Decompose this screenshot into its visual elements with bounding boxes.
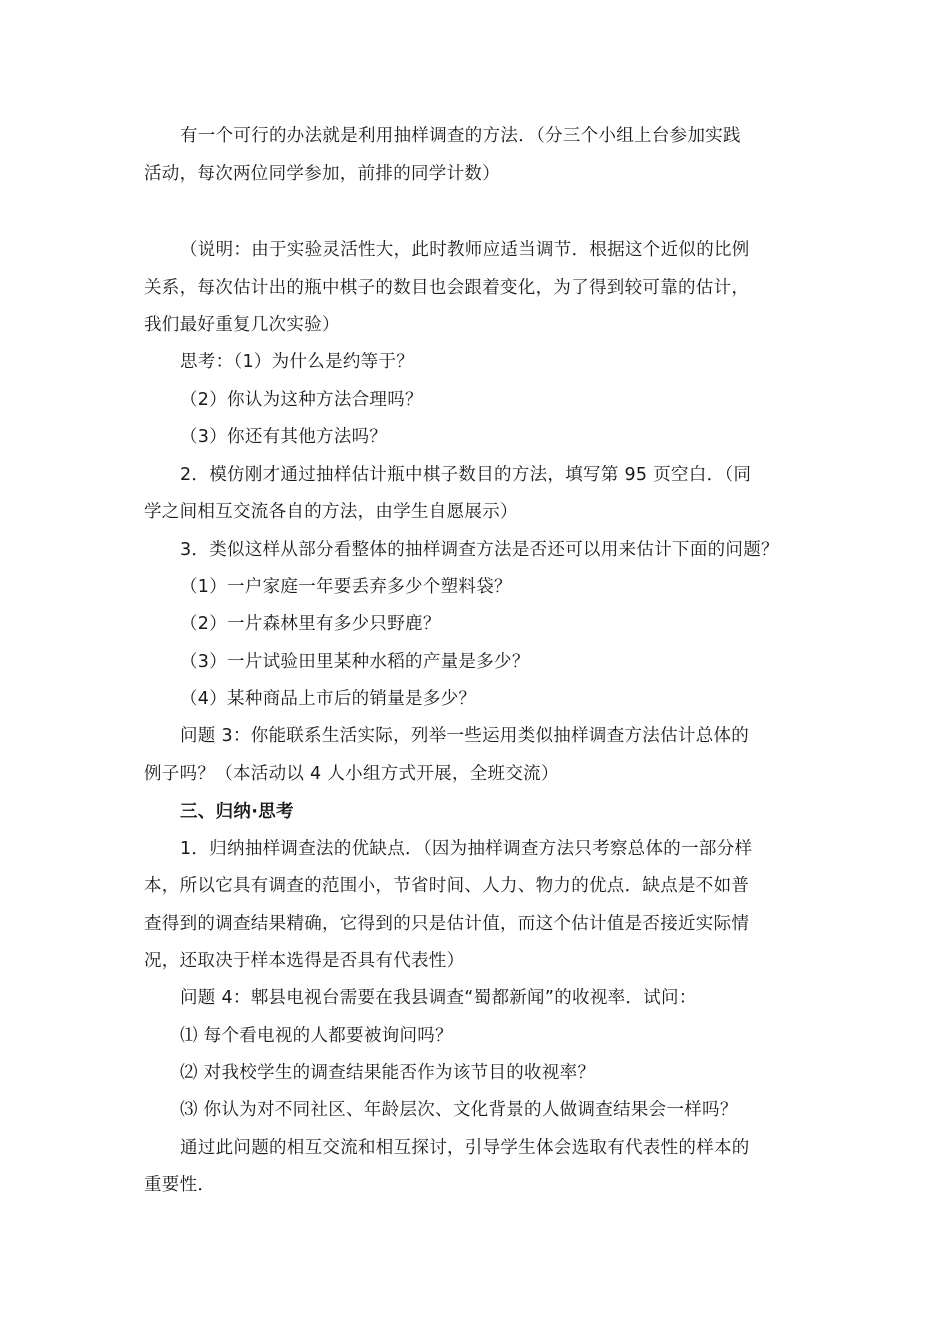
- paragraph-line: 3．类似这样从部分看整体的抽样调查方法是否还可以用来估计下面的问题？: [180, 540, 779, 560]
- section-heading: 三、归纳·思考: [180, 802, 294, 822]
- paragraph-line: 本，所以它具有调查的范围小，节省时间、人力、物力的优点．缺点是不如普: [144, 876, 750, 896]
- paragraph-line: 况，还取决于样本选得是否具有代表性）: [144, 951, 465, 971]
- paragraph-line: 我们最好重复几次实验）: [144, 315, 340, 335]
- list-item: （2）一片森林里有多少只野鹿？: [180, 614, 441, 634]
- paragraph-line: （说明：由于实验灵活性大，此时教师应适当调节．根据这个近似的比例: [180, 240, 750, 260]
- paragraph-line: 有一个可行的办法就是利用抽样调查的方法．（分三个小组上台参加实践: [180, 126, 741, 146]
- question-line: （2）你认为这种方法合理吗？: [180, 390, 423, 410]
- paragraph-line: 1．归纳抽样调查法的优缺点．（因为抽样调查方法只考察总体的一部分样: [180, 839, 753, 859]
- question-line: （3）你还有其他方法吗？: [180, 427, 388, 447]
- paragraph-line: 例子吗？（本活动以 4 人小组方式开展，全班交流）: [144, 764, 559, 784]
- paragraph-line: 重要性．: [144, 1175, 216, 1195]
- list-item: ⑴ 每个看电视的人都要被询问吗？: [180, 1026, 453, 1046]
- list-item: （4）某种商品上市后的销量是多少？: [180, 689, 477, 709]
- question-line: 思考：（1）为什么是约等于？: [180, 352, 415, 372]
- list-item: ⑶ 你认为对不同社区、年龄层次、文化背景的人做调查结果会一样吗？: [180, 1100, 738, 1120]
- paragraph-line: 问题 4：郫县电视台需要在我县调查“蜀都新闻”的收视率．试问：: [180, 988, 697, 1008]
- paragraph-line: 2．模仿刚才通过抽样估计瓶中棋子数目的方法，填写第 95 页空白．（同: [180, 465, 752, 485]
- list-item: （1）一户家庭一年要丢弃多少个塑料袋？: [180, 577, 512, 597]
- paragraph-line: 学之间相互交流各自的方法，由学生自愿展示）: [144, 502, 518, 522]
- list-item: ⑵ 对我校学生的调查结果能否作为该节目的收视率？: [180, 1063, 596, 1083]
- paragraph-line: 通过此问题的相互交流和相互探讨，引导学生体会选取有代表性的样本的: [180, 1138, 750, 1158]
- paragraph-line: 关系，每次估计出的瓶中棋子的数目也会跟着变化，为了得到较可靠的估计，: [144, 278, 750, 298]
- paragraph-line: 查得到的调查结果精确，它得到的只是估计值，而这个估计值是否接近实际情: [144, 914, 750, 934]
- paragraph-line: 活动，每次两位同学参加，前排的同学计数）: [144, 164, 500, 184]
- list-item: （3）一片试验田里某种水稻的产量是多少？: [180, 652, 530, 672]
- paragraph-line: 问题 3：你能联系生活实际，列举一些运用类似抽样调查方法估计总体的: [180, 726, 750, 746]
